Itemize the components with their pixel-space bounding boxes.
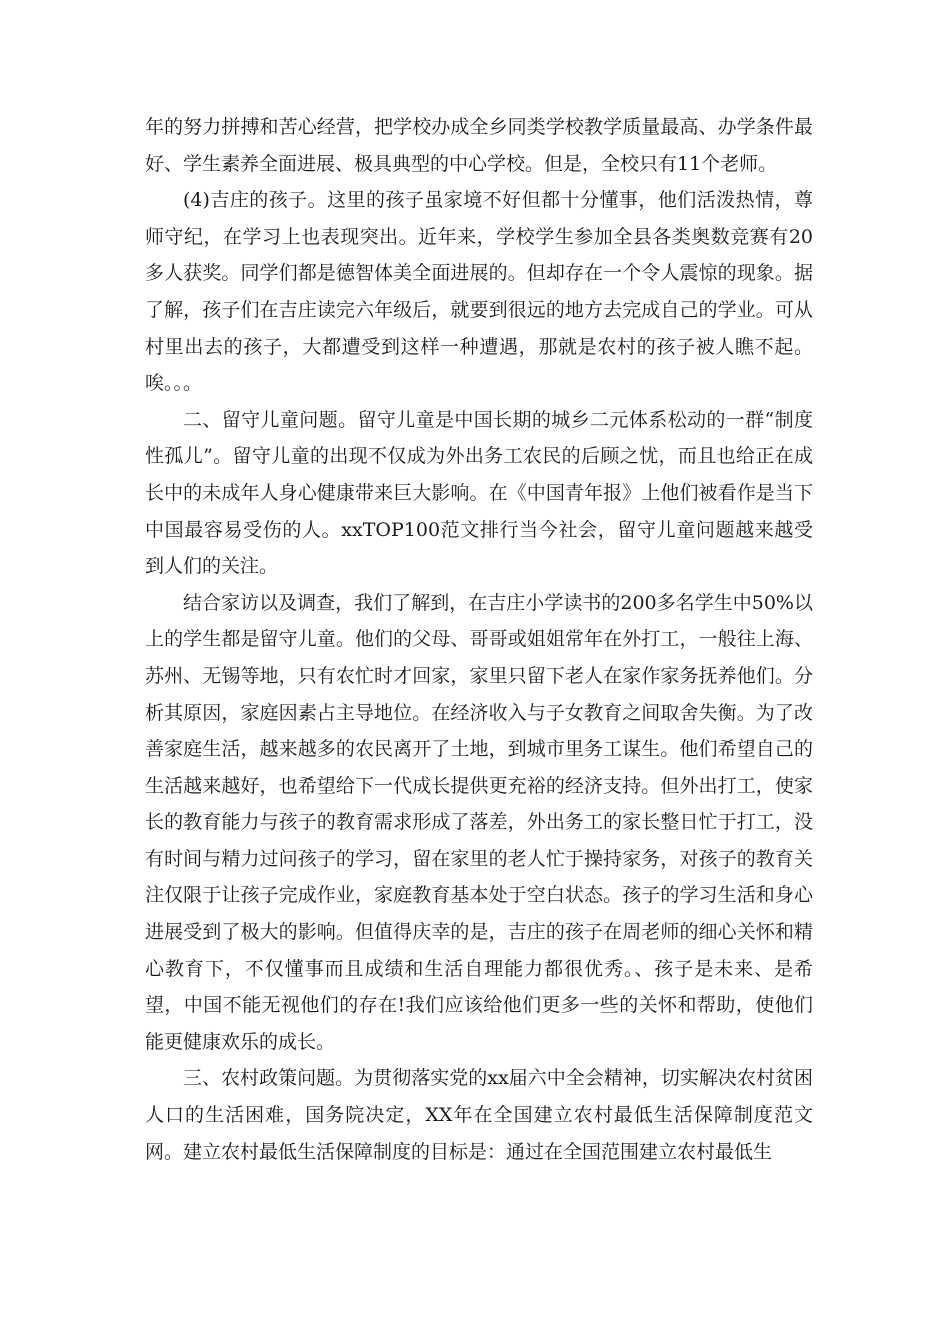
paragraph-continuation: 年的努力拼搏和苦心经营，把学校办成全乡同类学校教学质量最高、办学条件最好、学生素养全面进展、极具典型的中心学校。但是，全校只有11个老师。 [145,116,813,175]
paragraph-survey-findings: 结合家访以及调查，我们了解到，在吉庄小学读书的200多名学生中50%以上的学生都是留守儿童。他们的父母、哥哥或姐姐常年在外打工，一般往上海、苏州、无锡等地，只有农忙时才回家，家里只留下老人在家作家务抚养他们。分析其原因，家庭因素占主导地位。在经济收入与子女教育之间取舍失衡。为了改善家庭生活，越来越多的农民离开了土地，到城市里务工谋生。他们希望自己的生活越来越好，也希望给下一代成长提供更充裕的经济支持。但外出打工，使家长的教育能力与孩子的教育需求形成了落差，外出务工的家长整日忙于打工，没有时间与精力过问孩子的学习，留在家里的老人忙于操持家务，对孩子的教育关注仅限于让孩子完成作业，家庭教育基本处于空白状态。孩子的学习生活和身心进展受到了极大的影响。但值得庆幸的是，吉庄的孩子在周老师的细心关怀和精心教育下，不仅懂事而且成绩和生活自理能力都很优秀。、孩子是未来、是希望，中国不能无视他们的存在!我们应该给他们更多一些的关怀和帮助，使他们能更健康欢乐的成长。 [145,591,813,1053]
paragraph-left-behind-children: 二、留守儿童问题。留守儿童是中国长期的城乡二元体系松动的一群“制度性孤儿”。留守儿童的出现不仅成为外出务工农民的后顾之忧，而且也给正在成长中的未成年人身心健康带来巨大影响。在《中国青年报》上他们被看作是当下中国最容易受伤的人。xxTOP100范文排行当今社会，留守儿童问题越来越受到人们的关注。 [145,408,813,578]
paragraph-children: (4)吉庄的孩子。这里的孩子虽家境不好但都十分懂事，他们活泼热情，尊师守纪，在学习上也表现突出。近年来，学校学生参加全县各类奥数竞赛有20多人获奖。同学们都是德智体美全面进展的。但却存在一个令人震惊的现象。据了解，孩子们在吉庄读完六年级后，就要到很远的地方去完成自己的学业。可从村里出去的孩子，大都遭受到这样一种遭遇，那就是农村的孩子被人瞧不起。唉。。。 [145,189,813,395]
paragraph-rural-policy: 三、农村政策问题。为贯彻落实党的xx届六中全会精神，切实解决农村贫困人口的生活困难，国务院决定，XX年在全国建立农村最低生活保障制度范文网。建立农村最低生活保障制度的目标是：通过在全国范围建立农村最低生 [145,1067,813,1163]
document-body [145,109,813,1170]
